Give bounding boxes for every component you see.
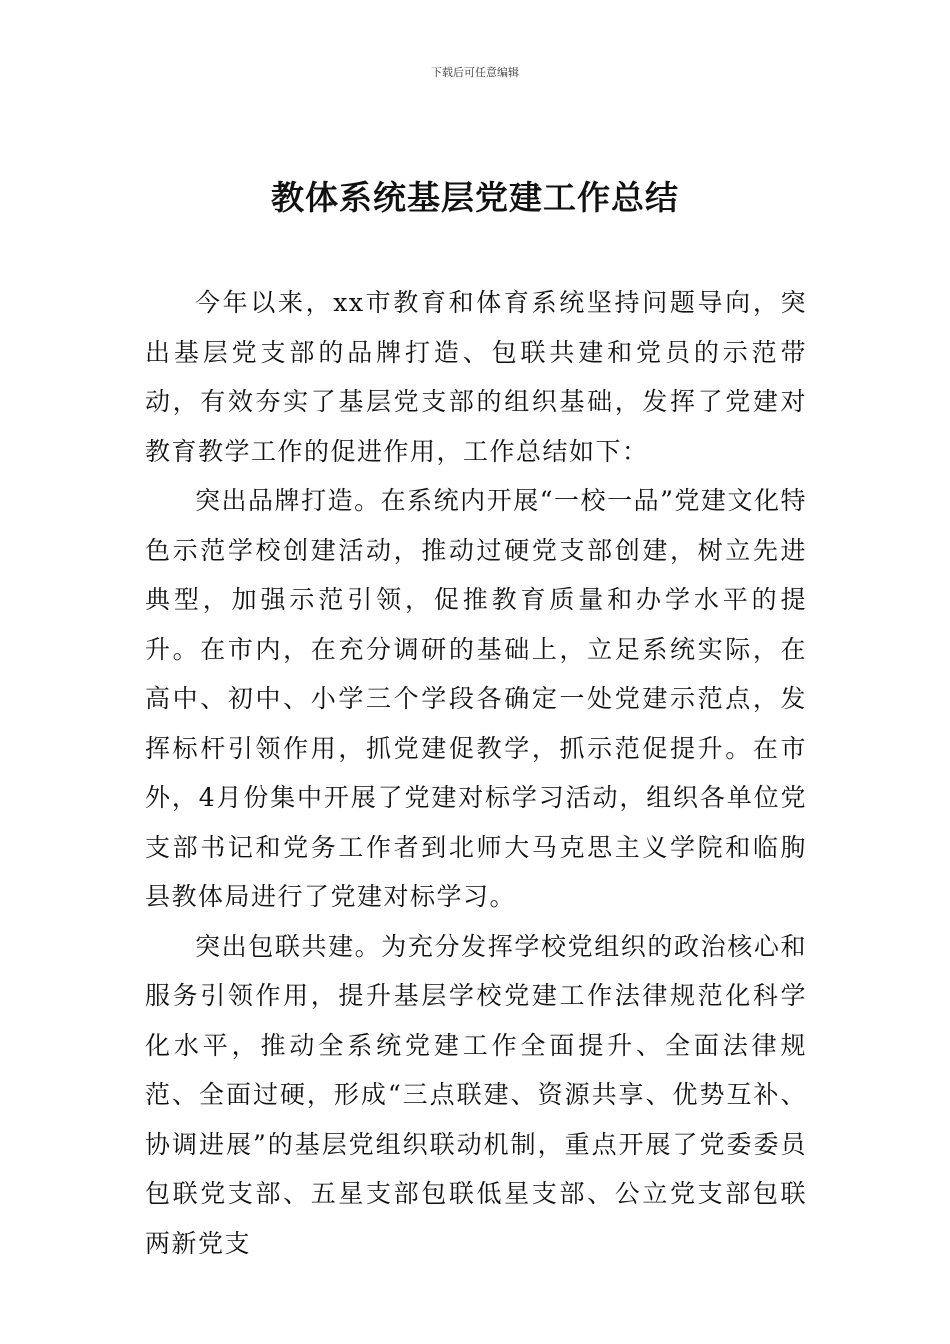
paragraph-brand-building: 突出品牌打造。在系统内开展“一校一品”党建文化特色示范学校创建活动，推动过硬党支部创建，树立先进典型，加强示范引领，促推教育质量和办学水平的提升。在市内，在充分调研的基础上，立足系统实际，在高中、初中、小学三个学段各确定一处党建示范点，发挥标杆引领作用，抓党建促教学，抓示范促提升。在市外，4月份集中开展了党建对标学习活动，组织各单位党支部书记和党务工作者到北师大马克思主义学院和临朐县教体局进行了党建对标学习。 — [145, 486, 807, 911]
document-title: 教体系统基层党建工作总结 — [271, 178, 679, 217]
paragraph-intro: 今年以来，xx市教育和体育系统坚持问题导向，突出基层党支部的品牌打造、包联共建和党员的示范带动，有效夯实了基层党支部的组织基础，发挥了党建对教育教学工作的促进作用，工作总结如下： — [145, 288, 807, 466]
header-note: 下载后可任意编辑 — [431, 66, 519, 79]
document-body — [145, 278, 807, 1268]
paragraph-joint-building: 突出包联共建。为充分发挥学校党组织的政治核心和服务引领作用，提升基层学校党建工作法律规范化科学化水平，推动全系统党建工作全面提升、全面法律规范、全面过硬，形成“三点联建、资源共享、优势互补、协调进展”的基层党组织联动机制，重点开展了党委委员包联党支部、五星支部包联低星支部、公立党支部包联两新党支 — [145, 931, 807, 1258]
